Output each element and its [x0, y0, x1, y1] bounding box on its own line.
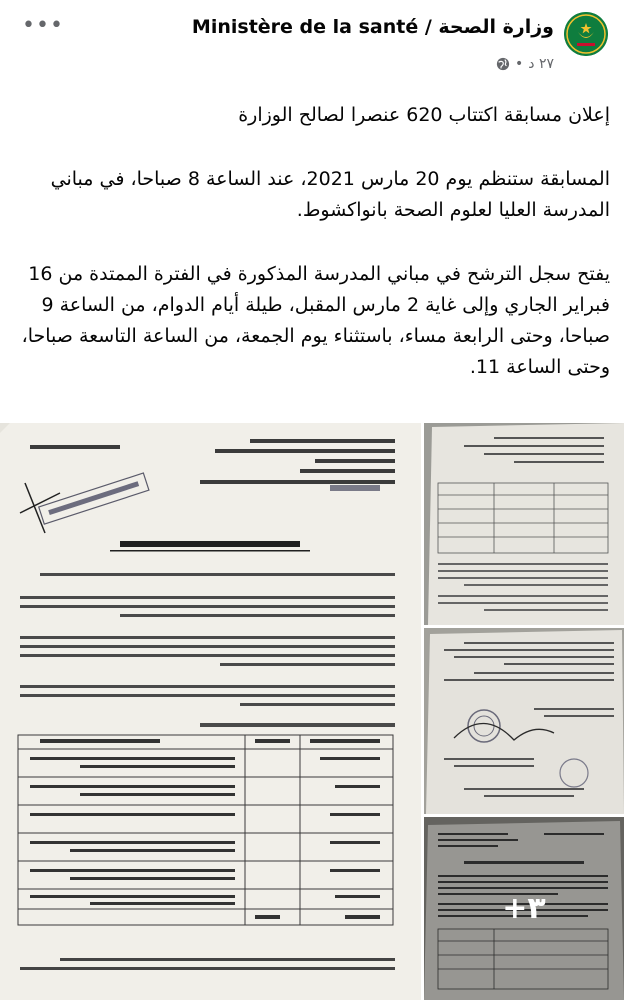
photo-document-2[interactable]: [424, 423, 624, 625]
separator-dot: •: [515, 56, 524, 72]
more-photos-count: +٣: [502, 891, 546, 926]
photo-main-document[interactable]: [0, 423, 421, 1000]
post-body: [14, 100, 610, 383]
more-photos-overlay[interactable]: [424, 817, 624, 1000]
document-page-image: [424, 423, 624, 625]
page-avatar[interactable]: [564, 12, 608, 56]
post-time[interactable]: ٢٧ د: [528, 56, 554, 72]
ministry-logo-icon: [564, 12, 608, 56]
post-meta: [496, 56, 554, 72]
photo-document-4[interactable]: [424, 817, 624, 1000]
photo-grid: [0, 423, 624, 1000]
post-paragraph-3: يفتح سجل الترشح في مباني المدرسة المذكورة في الفترة الممتدة من 16 فبراير الجاري وإلى غاية 2 مارس المقبل، طيلة أيام الدوام، من الساعة 9 صباحا، وحتى الرابعة مساء، باستثناء يوم الجمعة، من الساعة التاسعة صباحا، وحتى الساعة 11.: [21, 263, 610, 378]
globe-icon: [496, 57, 510, 71]
post-paragraph-1: إعلان مسابقة اكتتاب 620 عنصرا لصالح الوزارة: [238, 104, 610, 126]
signature-page-image: [424, 628, 624, 814]
photo-document-3[interactable]: [424, 628, 624, 814]
page-name[interactable]: Ministère de la santé / وزارة الصحة: [191, 16, 554, 38]
post-header: [0, 0, 624, 95]
more-options-button[interactable]: •••: [22, 12, 64, 38]
announcement-document-image: [0, 423, 421, 1000]
post-paragraph-2: المسابقة ستنظم يوم 20 مارس 2021، عند الساعة 8 صباحا، في مباني المدرسة العليا لعلوم الصحة بانواكشوط.: [50, 168, 610, 221]
